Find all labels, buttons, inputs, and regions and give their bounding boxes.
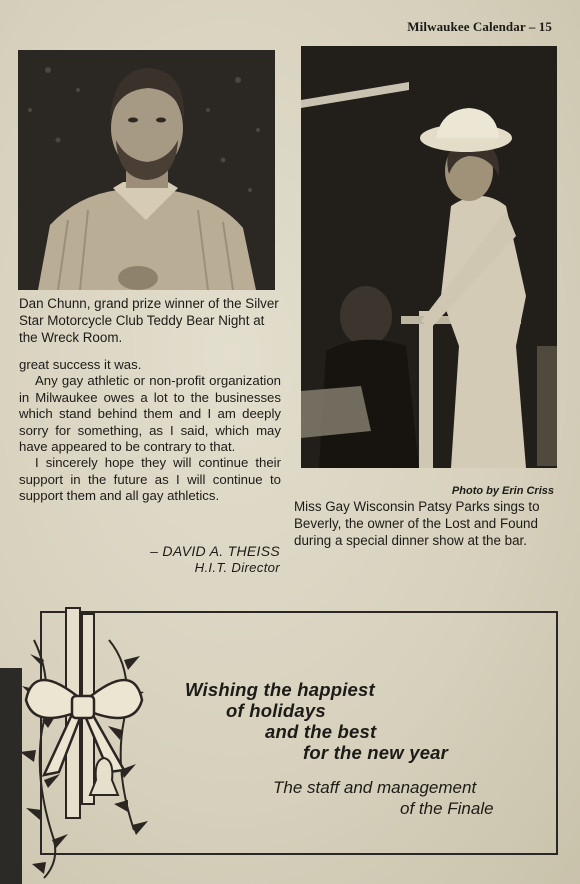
performer-caption: Miss Gay Wisconsin Patsy Parks sings to Beverly, the owner of the Lost and Found during a special dinner show at the bar. [294,499,540,548]
running-head: Milwaukee Calendar – 15 [407,19,552,34]
performer-photo [301,46,557,468]
portrait-caption: Dan Chunn, grand prize winner of the Silver Star Motorcycle Club Teddy Bear Night at the Wreck Room. [19,296,279,345]
article-body [19,357,281,505]
ad-line-1: Wishing the happiest [185,679,375,700]
ad-signoff-1: The staff and management [273,778,477,797]
article-paragraph: I sincerely hope they will continue their support in the future as I will continue to support them and all gay athletics. [19,455,281,504]
article-paragraph: Any gay athletic or non-profit organization in Milwaukee owes a lot to the businesses which stand behind them and I am deeply sorry for something, as I said, which may have appeared to be contrary to that. [19,373,281,455]
ad-line-4: for the new year [303,742,449,763]
signature-title: H.I.T. Director [194,560,280,575]
portrait-photo [18,50,275,290]
signature-name: – DAVID A. THEISS [150,543,280,559]
ad-line-3: and the best [265,721,377,742]
photo-credit: Photo by Erin Criss [451,485,554,497]
ad-line-2: of holidays [226,700,326,721]
holiday-wreath-icon [14,600,164,880]
ad-signoff-2: of the Finale [400,799,494,818]
article-paragraph: great success it was. [19,357,142,372]
